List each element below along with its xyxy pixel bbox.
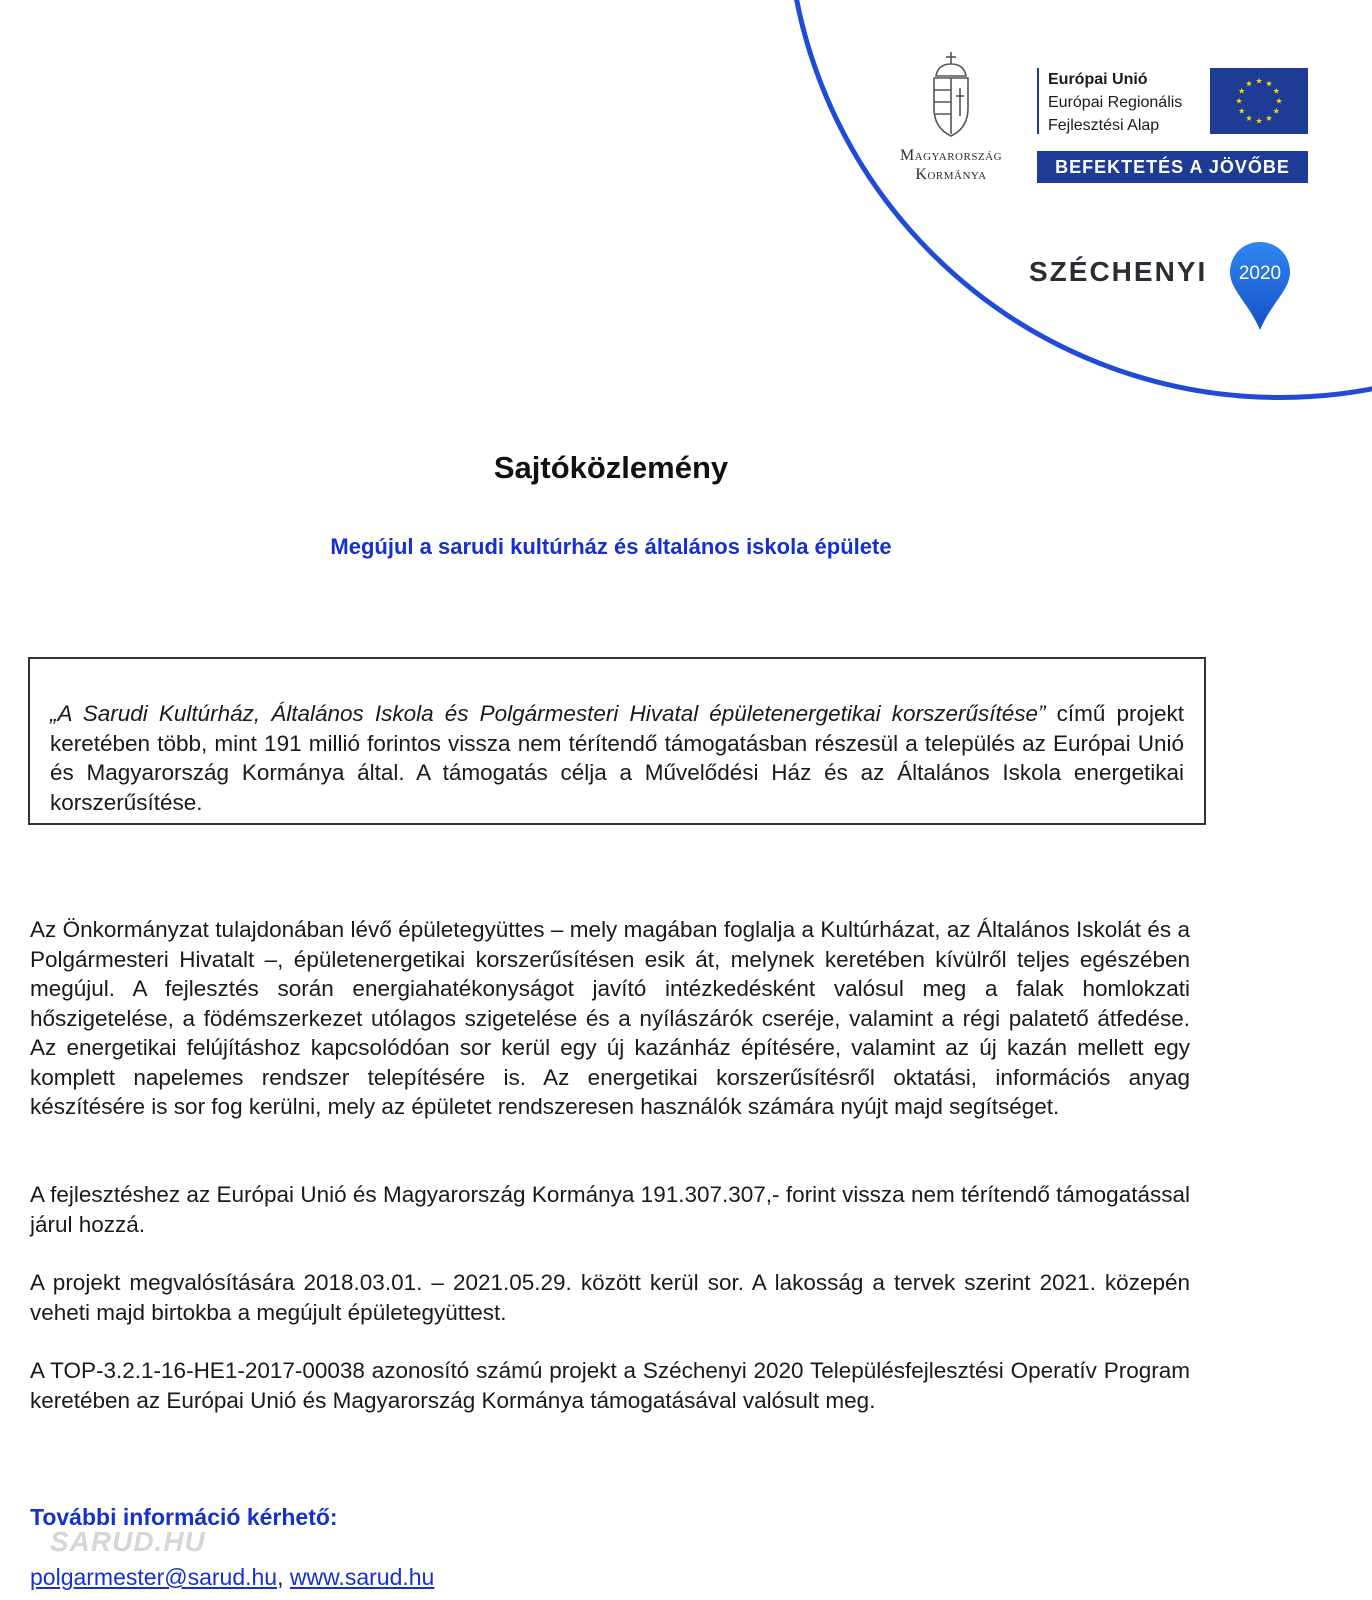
paragraph-description: Az Önkormányzat tulajdonában lévő épületegyüttes – mely magában foglalja a Kultúrházat, az Általános Iskolát és a Polgármesteri Hivatalt –, épületenergetikai korszerűsítésen esik át, melynek keretében kívülről teljes egészében megújul. A fejlesztés során energiahatékonyságot javító intézkedésként valósul meg a falak homlokzati hőszigetelése, a födémszerkezet utólagos szigetelése és a nyílászárók cseréje, valamint a régi palatető átfedése. Az energetikai felújításhoz kapcsolódóan sor kerül egy új kazánház építésére, valamint az új kazán mellett egy komplett napelemes rendszer telepítésére is. Az energetikai korszerűsítésről oktatási, információs anyag készítésére is sor fog kerülni, mely az épületet rendszeresen használók számára nyújt majd segítséget. [30,917,1190,1119]
paragraph-timeline: A projekt megvalósítására 2018.03.01. – 2021.05.29. között kerül sor. A lakosság a tervek szerint 2021. közepén veheti majd birtokba a megújult épületegyüttest. [30,1270,1190,1325]
website-link[interactable]: www.sarud.hu [289,1564,435,1590]
page-title: Sajtóközlemény [493,450,729,485]
eu-fund-line2: Fejlesztési Alap [1048,117,1160,134]
paragraph-program: A TOP-3.2.1-16-HE1-2017-00038 azonosító számú projekt a Széchenyi 2020 Településfejlesztési Operatív Program keretében az Európai Unió és Magyarország Kormánya támogatásával valósult meg. [30,1358,1190,1413]
eu-divider [1037,68,1039,134]
szechenyi-label: SZÉCHENYI [1029,256,1208,287]
watermark: SARUD.HU [50,1526,206,1557]
hungarian-coat-of-arms-icon [928,50,974,140]
szechenyi-year: 2020 [1238,263,1282,284]
eu-fund-line1: Európai Regionális [1048,94,1183,111]
project-title: „A Sarudi Kultúrház, Általános Iskola és Polgármesteri Hivatal épületenergetikai korszerűsítése” [50,701,1046,726]
government-name: Magyarország Kormánya [899,147,1003,183]
invest-banner: BEFEKTETÉS A JÖVŐBE [1037,151,1308,183]
link-separator: , [277,1564,290,1590]
paragraph-funding: A fejlesztéshez az Európai Unió és Magyarország Kormánya 191.307.307,- forint vissza nem térítendő támogatással járul hozzá. [30,1182,1190,1237]
summary-box [28,657,1206,825]
eu-fund-label [1048,68,1182,137]
summary-text: című projekt keretében több, mint 191 millió forintos vissza nem térítendő támogatásban részesül a település az Európai Unió és Magyarország Kormánya által. A támogatás célja a Művelődési Ház és az Általános Iskola energetikai korszerűsítése. [50,701,1184,815]
contact-links [30,1564,434,1591]
page-subtitle: Megújul a sarudi kultúrház és általános iskola épülete [330,534,892,559]
eu-flag-icon [1210,68,1308,134]
eu-name: Európai Unió [1048,71,1148,88]
decorative-arc [785,0,1372,400]
location-pin-icon [1228,240,1292,332]
contact-heading: További információ kérhető: [30,1504,338,1530]
email-link[interactable]: polgarmester@sarud.hu [30,1564,278,1590]
